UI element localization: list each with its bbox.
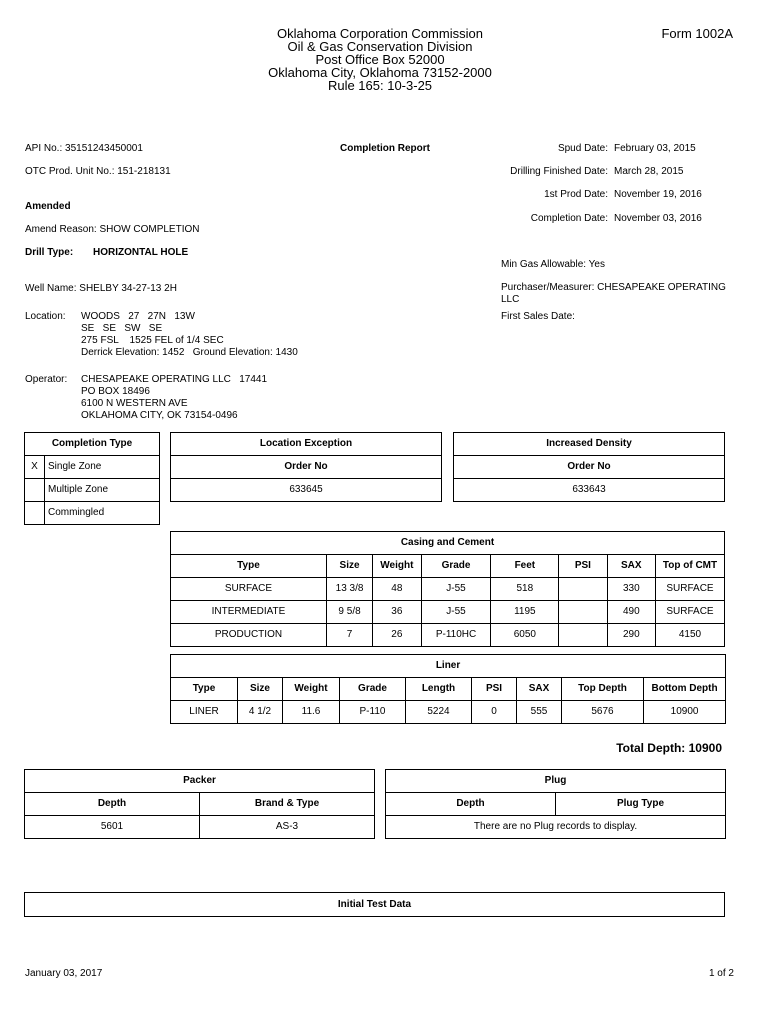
location-exception-table <box>170 432 442 502</box>
plug-col-depth: Depth <box>386 793 556 816</box>
casing-col-top-cmt: Top of CMT <box>656 555 725 578</box>
first-prod-label: 1st Prod Date: <box>544 189 608 200</box>
location-exception-col: Order No <box>171 456 442 479</box>
packer-title: Packer <box>25 770 375 793</box>
table-cell: 5676 <box>562 701 644 724</box>
table-cell: 5224 <box>406 701 472 724</box>
liner-col-top-depth: Top Depth <box>562 678 644 701</box>
commingled-label: Commingled <box>45 502 160 525</box>
operator-line: 6100 N WESTERN AVE <box>81 398 188 409</box>
agency-header <box>0 27 760 92</box>
casing-col-sax: SAX <box>607 555 655 578</box>
first-prod-date: November 19, 2016 <box>614 189 702 200</box>
table-cell: 48 <box>373 578 421 601</box>
completion-type-header: Completion Type <box>25 433 160 456</box>
min-gas-allowable: Min Gas Allowable: Yes <box>501 259 605 270</box>
table-cell: 36 <box>373 601 421 624</box>
first-sales-date: First Sales Date: <box>501 311 575 322</box>
table-cell <box>559 624 607 647</box>
table-cell: SURFACE <box>171 578 327 601</box>
location-exception-order: 633645 <box>171 479 442 502</box>
location-line: SE SE SW SE <box>81 323 163 334</box>
table-row <box>386 816 726 839</box>
table-row <box>25 816 375 839</box>
po-box: Post Office Box 52000 <box>315 52 445 67</box>
commingled-mark <box>25 502 45 525</box>
single-zone-label: Single Zone <box>45 456 160 479</box>
operator-block <box>81 374 267 422</box>
liner-col-psi: PSI <box>472 678 517 701</box>
page-number: 1 of 2 <box>708 968 734 979</box>
packer-depth: 5601 <box>25 816 200 839</box>
location-label: Location: <box>25 311 66 322</box>
table-cell: P-110HC <box>421 624 491 647</box>
packer-col-brand: Brand & Type <box>200 793 375 816</box>
plug-empty-message: There are no Plug records to display. <box>386 816 726 839</box>
table-cell: J-55 <box>421 601 491 624</box>
packer-col-depth: Depth <box>25 793 200 816</box>
form-number: Form 1002A <box>661 26 733 41</box>
table-cell: INTERMEDIATE <box>171 601 327 624</box>
operator-line: CHESAPEAKE OPERATING LLC 17441 <box>81 374 268 385</box>
single-zone-mark: X <box>25 456 45 479</box>
completion-date-label: Completion Date: <box>530 213 608 224</box>
completion-date: November 03, 2016 <box>614 213 702 224</box>
packer-brand: AS-3 <box>200 816 375 839</box>
drill-type-value: HORIZONTAL HOLE <box>93 247 189 258</box>
multiple-zone-mark <box>25 479 45 502</box>
casing-col-size: Size <box>326 555 372 578</box>
total-depth: Total Depth: 10900 <box>616 741 722 755</box>
table-cell: LINER <box>171 701 238 724</box>
operator-label: Operator: <box>25 374 68 385</box>
casing-col-psi: PSI <box>559 555 607 578</box>
increased-density-order: 633643 <box>454 479 725 502</box>
drill-type-label: Drill Type: <box>25 247 74 258</box>
table-cell: 4150 <box>656 624 725 647</box>
casing-col-grade: Grade <box>421 555 491 578</box>
drilling-finished-date: March 28, 2015 <box>614 166 684 177</box>
table-cell: 26 <box>373 624 421 647</box>
otc-unit-number: OTC Prod. Unit No.: 151-218131 <box>25 166 171 177</box>
location-line: 275 FSL 1525 FEL of 1/4 SEC <box>81 335 224 346</box>
casing-col-feet: Feet <box>491 555 559 578</box>
liner-col-type: Type <box>171 678 238 701</box>
table-row <box>171 701 726 724</box>
well-name: Well Name: SHELBY 34-27-13 2H <box>25 283 177 294</box>
increased-density-table <box>453 432 725 502</box>
table-cell: 9 5/8 <box>326 601 372 624</box>
table-cell: PRODUCTION <box>171 624 327 647</box>
report-title: Completion Report <box>340 143 430 154</box>
increased-density-col: Order No <box>454 456 725 479</box>
table-cell: 518 <box>491 578 559 601</box>
footer-date: January 03, 2017 <box>25 968 103 979</box>
api-number: API No.: 35151243450001 <box>25 143 143 154</box>
purchaser-measurer: Purchaser/Measurer: CHESAPEAKE OPERATING <box>501 282 726 293</box>
table-cell: 10900 <box>644 701 726 724</box>
completion-type-table <box>24 432 160 525</box>
table-cell: SURFACE <box>656 578 725 601</box>
liner-col-weight: Weight <box>283 678 340 701</box>
rule-line: Rule 165: 10-3-25 <box>327 78 433 93</box>
liner-table <box>170 654 726 724</box>
casing-col-weight: Weight <box>373 555 421 578</box>
division-name: Oil & Gas Conservation Division <box>287 39 473 54</box>
location-exception-header: Location Exception <box>171 433 442 456</box>
location-block <box>81 311 298 359</box>
table-row <box>171 624 725 647</box>
amend-reason: Amend Reason: SHOW COMPLETION <box>25 224 200 235</box>
location-line: WOODS 27 27N 13W <box>81 311 195 322</box>
liner-col-grade: Grade <box>340 678 406 701</box>
plug-table <box>385 769 726 839</box>
plug-col-type: Plug Type <box>556 793 726 816</box>
table-cell: 290 <box>607 624 655 647</box>
table-cell: 6050 <box>491 624 559 647</box>
table-cell: 0 <box>472 701 517 724</box>
liner-title: Liner <box>171 655 726 678</box>
agency-name: Oklahoma Corporation Commission <box>277 26 483 41</box>
table-cell: P-110 <box>340 701 406 724</box>
table-cell <box>559 601 607 624</box>
initial-test-data-header: Initial Test Data <box>24 892 725 917</box>
city-line: Oklahoma City, Oklahoma 73152-2000 <box>268 65 492 80</box>
liner-col-sax: SAX <box>517 678 562 701</box>
spud-date: February 03, 2015 <box>614 143 696 154</box>
table-row <box>171 601 725 624</box>
purchaser-measurer-cont: LLC <box>501 294 520 305</box>
table-cell: 490 <box>607 601 655 624</box>
location-line: Derrick Elevation: 1452 Ground Elevation: 1430 <box>81 347 298 358</box>
table-cell: 11.6 <box>283 701 340 724</box>
casing-title: Casing and Cement <box>171 532 725 555</box>
table-cell <box>559 578 607 601</box>
spud-date-label: Spud Date: <box>557 143 608 154</box>
table-cell: 1195 <box>491 601 559 624</box>
drilling-finished-label: Drilling Finished Date: <box>510 166 608 177</box>
table-cell: SURFACE <box>656 601 725 624</box>
liner-col-bottom-depth: Bottom Depth <box>644 678 726 701</box>
table-cell: 330 <box>607 578 655 601</box>
table-cell: 555 <box>517 701 562 724</box>
table-cell: 13 3/8 <box>326 578 372 601</box>
plug-title: Plug <box>386 770 726 793</box>
amended-label: Amended <box>25 201 71 212</box>
multiple-zone-label: Multiple Zone <box>45 479 160 502</box>
table-cell: J-55 <box>421 578 491 601</box>
table-cell: 7 <box>326 624 372 647</box>
packer-table <box>24 769 375 839</box>
table-row <box>171 578 725 601</box>
casing-cement-table <box>170 531 725 647</box>
increased-density-header: Increased Density <box>454 433 725 456</box>
operator-line: PO BOX 18496 <box>81 386 150 397</box>
casing-col-type: Type <box>171 555 327 578</box>
liner-col-size: Size <box>238 678 283 701</box>
table-cell: 4 1/2 <box>238 701 283 724</box>
operator-line: OKLAHOMA CITY, OK 73154-0496 <box>81 410 238 421</box>
liner-col-length: Length <box>406 678 472 701</box>
